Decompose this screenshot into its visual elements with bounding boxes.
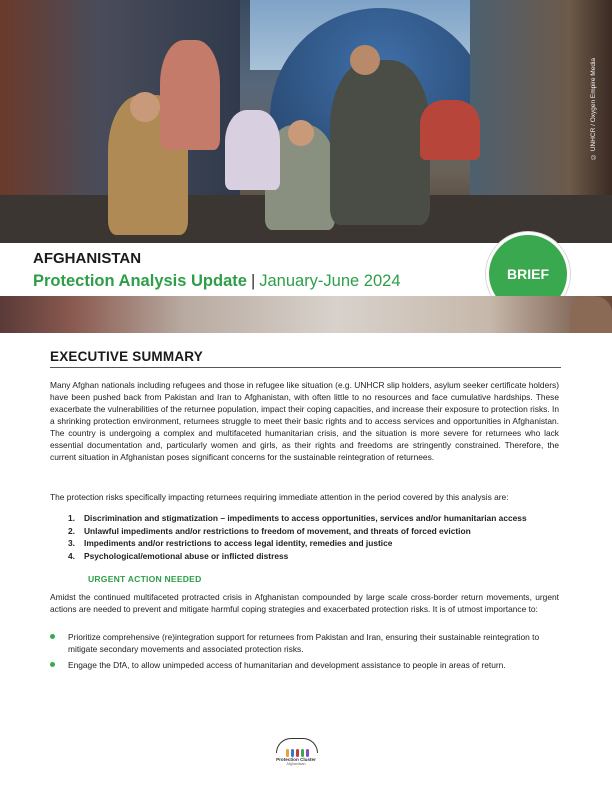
- brief-badge: BRIEF: [486, 232, 570, 316]
- urgent-heading: URGENT ACTION NEEDED: [88, 574, 202, 584]
- list-item: 2. Unlawful impediments and/or restrictions to freedom of movement, and threats of forced eviction: [68, 525, 471, 536]
- list-item: 3. Impediments and/or restrictions to access legal identity, remedies and justice: [68, 538, 393, 548]
- action-list: [50, 631, 560, 675]
- report-title: Protection Analysis Update: [33, 272, 247, 290]
- urgent-paragraph: Amidst the continued multifaceted protracted crisis in Afghanistan compounded by large scale cross-border return movements, urgent actions are needed to prevent and mitigate harmful coping strategies and exacerbated protection risks. It is of utmost importance to:: [50, 592, 559, 614]
- list-item: Engage the DfA, to allow unimpeded access of humanitarian and development assistance to people in areas of return.: [50, 659, 560, 671]
- report-period: January-June 2024: [259, 272, 401, 290]
- list-item: 1. Discrimination and stigmatization – impediments to access opportunities, services and/or humanitarian access: [68, 513, 527, 523]
- section-heading: EXECUTIVE SUMMARY: [50, 349, 203, 364]
- photo-credit: © UNHCR / Oxygen Empire Media: [590, 58, 597, 160]
- bullet-icon: [50, 634, 55, 639]
- summary-paragraph: Many Afghan nationals including refugees and those in refugee like situation (e.g. UNHCR slip holders, asylum seeker certificate holders) have been pushed back from Pakistan and Iran to Afghanistan, with often little to no resources and face cumulative hardships. These exacerbate the vulnerabilities of the returnee population, impact their coping capacities, and increase their exposure to protection risks. In a shrinking protection environment, returnees struggle to meet their basic rights and to access services and opportunities in Afghanistan. The country is undergoing a complex and multifaceted humanitarian crisis, and the situation is more severe for returnees who lack essential documentation and, particularly women and girls, as their rights and freedoms are stringently constrained. Therefore, the current situation in Afghanistan poses significant concerns for the sustainable reintegration of returnees.: [50, 380, 559, 462]
- bullet-icon: [50, 662, 55, 667]
- risk-list: [68, 512, 568, 562]
- photo-strip: [0, 296, 612, 333]
- country-title: AFGHANISTAN: [33, 250, 142, 267]
- risks-intro: The protection risks specifically impacting returnees requiring immediate attention in the period covered by this analysis are:: [50, 492, 509, 502]
- title-separator: |: [250, 272, 256, 290]
- list-item: 4. Psychological/emotional abuse or inflicted distress: [68, 550, 289, 561]
- protection-cluster-logo: Protection Cluster Afghanistan: [270, 738, 322, 770]
- report-subtitle: [33, 272, 401, 291]
- hero-photo: [0, 0, 612, 243]
- list-item: Prioritize comprehensive (re)integration support for returnees from Pakistan and Iran, ensuring their sustainable reintegration to mitigate secondary movements and associated protection risks.: [50, 631, 560, 655]
- heading-divider: [50, 367, 561, 368]
